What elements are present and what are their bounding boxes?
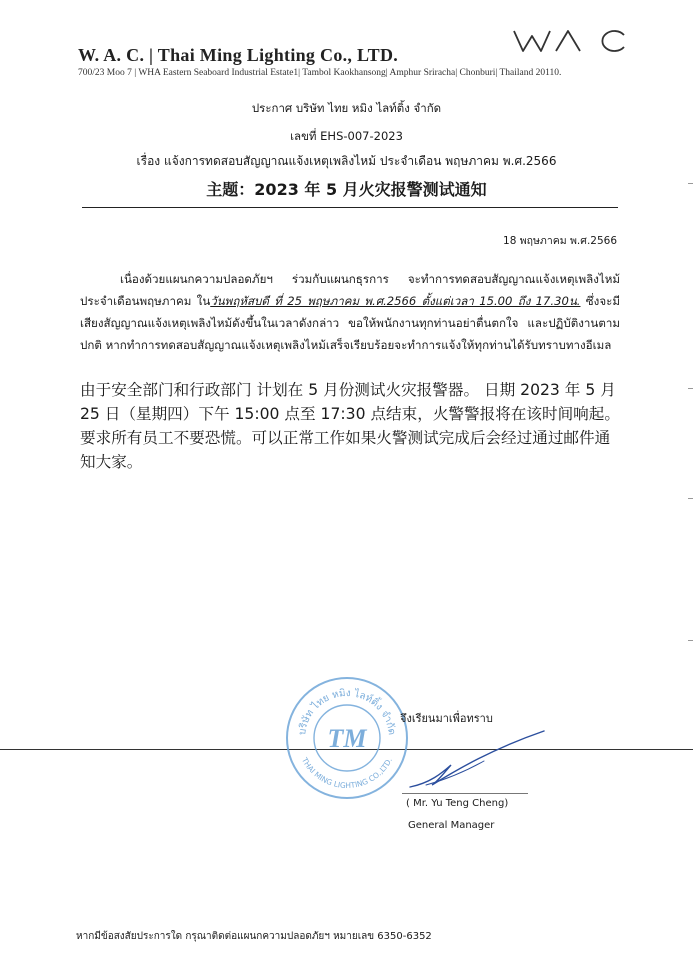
margin-mark — [688, 640, 693, 641]
body-thai-paragraph — [80, 268, 620, 356]
subject-thai: เรื่อง แจ้งการทดสอบสัญญาณแจ้งเหตุเพลิงไหม้ ประจำเดือน พฤษภาคม พ.ศ.2566 — [136, 154, 557, 168]
stamp-english-text: THAI MING LIGHTING CO.,LTD. — [300, 756, 394, 791]
margin-mark — [688, 388, 693, 389]
body-thai-highlight: วันพฤหัสบดี ที่ 25 พฤษภาคม พ.ศ.2566 ตั้งแต่เวลา 15.00 ถึง 17.30น. — [210, 294, 581, 308]
subject-chinese: 主题：2023 年 5 月火灾报警测试通知 — [206, 180, 487, 199]
body-thai-text-2: ซึ่งจะมีเสียงสัญญาณแจ้งเหตุเพลิงไหม้ดังขึ้นในเวลาดังกล่าว ขอให้พนักงานทุกท่านอย่าตื่นตกใจ และปฏิบัติงานตามปกติ หากทำการทดสอบสัญญาณแจ้งเหตุเพลิงไหม้เสร็จเรียบร้อยจะทำการแจ้งให้ทุกท่านได้รับทราบทางอีเมล — [80, 294, 620, 352]
signature-line — [402, 793, 528, 794]
document-number: เลขที่ EHS-007-2023 — [290, 129, 403, 143]
margin-mark — [688, 498, 693, 499]
stamp-monogram: TM — [327, 724, 367, 753]
company-address: 700/23 Moo 7 | WHA Eastern Seaboard Industrial Estate1| Tambol Kaokhansong| Amphur Sriracha| Chonburi| Thailand 20110. — [78, 68, 562, 78]
announcer-line: ประกาศ บริษัท ไทย หมิง ไลท์ติ้ง จำกัด — [251, 101, 442, 115]
company-stamp — [283, 674, 411, 802]
title-divider — [82, 207, 618, 208]
body-chinese-paragraph: 由于安全部门和行政部门 计划在 5 月份测试火灾报警器。 日期 2023 年 5 月 25 日（星期四）下午 15:00 点至 17:30 点结束，火警警报将在该时间响起。要求所有员工不要恐慌。可以正常工作如果火警测试完成后会经过通过邮件通知大家。 — [80, 381, 620, 471]
svg-text:THAI MING LIGHTING CO.,LTD. — [300, 755, 394, 790]
company-name: W. A. C. | Thai Ming Lighting Co., LTD. — [78, 45, 399, 65]
footer-contact: หากมีข้อสงสัยประการใด กรุณาติดต่อแผนกความปลอดภัยฯ หมายเลข 6350-6352 — [76, 931, 432, 942]
signer-position: General Manager — [408, 820, 495, 831]
wac-logo — [512, 28, 630, 54]
body-thai-text-1: เนื่องด้วยแผนกความปลอดภัยฯ ร่วมกับแผนกธุรการ จะทำการทดสอบสัญญาณแจ้งเหตุเพลิงไหม้ประจำเดือนพฤษภาคม ใน — [80, 272, 620, 308]
margin-mark — [688, 183, 693, 184]
stamp-thai-text: บริษัท ไทย หมิง ไลท์ติ้ง จำกัด — [297, 687, 397, 736]
signer-name: ( Mr. Yu Teng Cheng) — [406, 798, 509, 809]
closing-line: จึงเรียนมาเพื่อทราบ — [400, 712, 493, 725]
notice-date: 18 พฤษภาคม พ.ศ.2566 — [503, 235, 617, 247]
